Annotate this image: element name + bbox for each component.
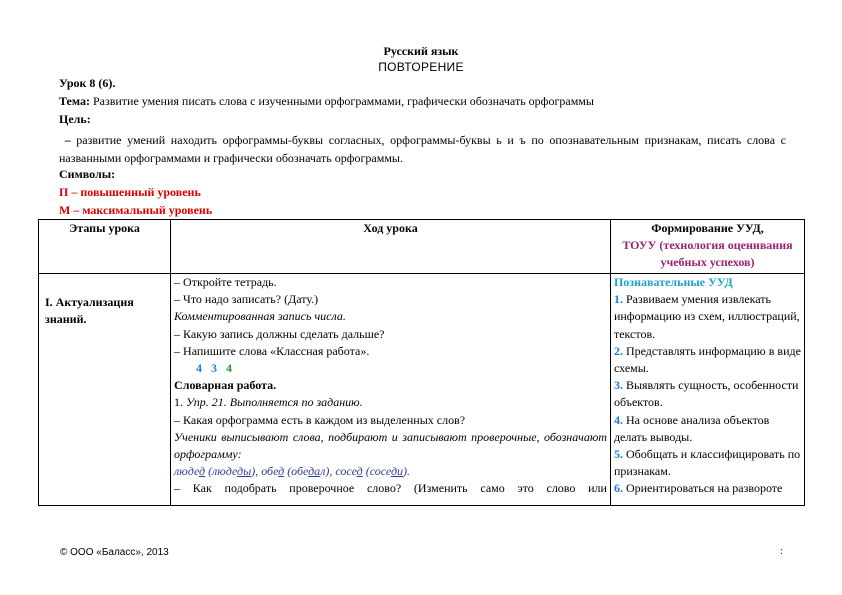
uud-item: 4. На основе анализа объектов делать выводы.: [613, 412, 770, 444]
uud-title: Познавательные УУД: [613, 275, 733, 289]
orthogram-words: людед (людеды), обед (обедал), сосед (соседи).: [174, 464, 411, 479]
uud-item: 2. Представлять информацию в виде схемы.: [613, 343, 801, 376]
lesson-kind-title: ПОВТОРЕНИЕ: [378, 60, 464, 74]
symbol-p: П – повышенный уровень: [59, 185, 201, 199]
exercise: 1. Упр. 21. Выполняется по заданию.: [174, 395, 363, 410]
header-stages: Этапы урока: [39, 220, 171, 274]
header-course: Ход урока: [171, 220, 611, 274]
uud-item: 5. Обобщать и классифицировать по признакам.: [613, 447, 801, 479]
lesson-topic: Тема: Развитие умения писать слова с изученными орфограммами, графически обозначать орфограммы: [59, 94, 594, 108]
lesson-number: Урок 8 (6).: [59, 76, 116, 90]
score-numbers: 4 3 4: [196, 361, 233, 376]
goal-label: Цель:: [59, 112, 91, 126]
uud-item: 3. Выявлять сущность, особенности объектов.: [613, 378, 799, 410]
copyright: © ООО «Баласс», 2013: [60, 547, 169, 558]
uud-cell: [610, 274, 804, 506]
subject-title: Русский язык: [383, 44, 459, 58]
course-cell: – Откройте тетрадь. – Что надо записать? (Дату.) Комментированная запись числа. – Какую запись должны сделать дальше? – Напишите слова «Классная работа». 4 3 4 Словарная работа. 1. Упр. 21. Выполняется по заданию. – Какая орфограмма есть в каждом из выделенных слов? Ученики выписывают слова, подбирают и записывают проверочные, обозначают орфограмму: людед (людеды), обед (обедал), сосед (соседи). – Как подобрать проверочное слово? (Изменить само это слово или: [171, 274, 611, 506]
uud-item: 1. Развиваем умения извлекать информацию из схем, иллюстраций, текстов.: [613, 292, 800, 341]
vocab-heading: Словарная работа.: [174, 378, 277, 393]
page-number: :: [780, 546, 783, 557]
symbol-m: М – максимальный уровень: [59, 203, 213, 217]
header-uud: Формирование УУД, ТОУУ (технология оценивания учебных успехов): [610, 220, 804, 274]
symbols-label: Символы:: [59, 167, 116, 181]
goal-text: – развитие умений находить орфограммы-буквы согласных, орфограммы-буквы ь и ъ по опознавательным признакам, писать слова с названными орфограммами и графически обозначать орфограммы.: [59, 133, 786, 165]
uud-item: 6. Ориентироваться на развороте: [613, 481, 783, 496]
lesson-table: [38, 219, 805, 506]
stage-cell: I. Актуализация знаний.: [39, 274, 171, 506]
touu-label: ТОУУ (технология оценивания учебных успехов): [622, 238, 793, 270]
